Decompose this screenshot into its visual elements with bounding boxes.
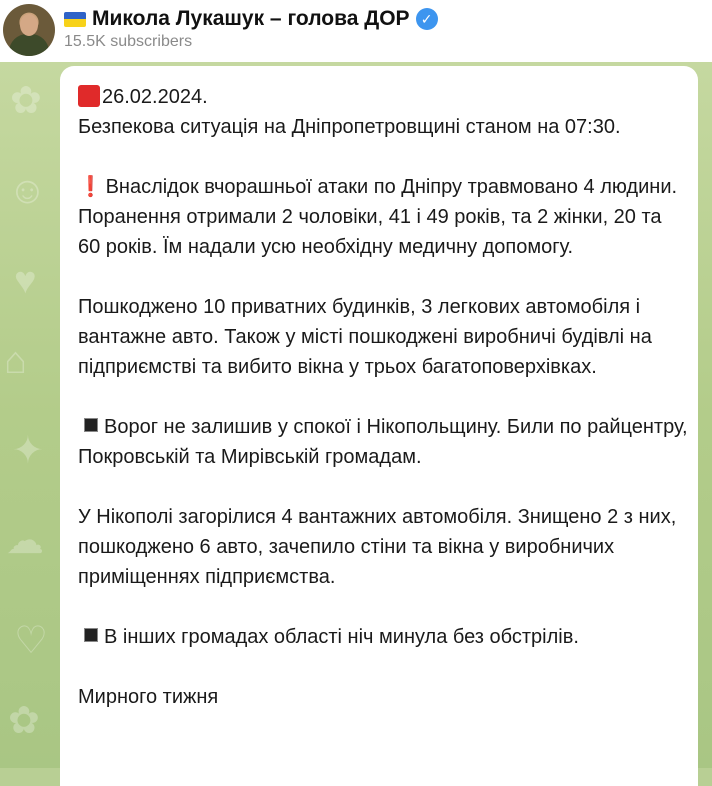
verified-badge-icon: ✓ — [416, 8, 438, 30]
ukraine-flag-icon — [64, 12, 86, 27]
message-paragraph-5 — [78, 622, 688, 652]
avatar-uniform — [9, 34, 49, 56]
black-square-icon — [84, 628, 98, 642]
message-paragraph-1 — [78, 172, 688, 262]
black-square-icon — [84, 418, 98, 432]
doodle-icon: ✦ — [12, 430, 44, 472]
avatar-head — [20, 14, 38, 36]
doodle-icon: ⌂ — [4, 340, 27, 382]
message-text — [78, 82, 688, 742]
message-date-line — [78, 82, 688, 112]
exclamation-icon: ❗ — [78, 176, 103, 198]
doodle-icon: ☁ — [6, 520, 44, 562]
channel-avatar[interactable] — [3, 4, 55, 56]
subscriber-count: 15.5K subscribers — [64, 33, 193, 50]
red-square-icon — [78, 85, 100, 107]
message-paragraph-3 — [78, 412, 688, 472]
paragraph-1-text: Внаслідок вчорашньої атаки по Дніпру травмовано 4 людини. Поранення отримали 2 чоловіки, 41 і 49 років, та 2 жінки, 20 та 60 років. Їм надали усю необхідну медичну допомогу. — [78, 176, 678, 258]
message-closing — [78, 682, 688, 712]
message-intro: Безпекова ситуація на Дніпропетровщині станом на 07:30. — [78, 116, 621, 138]
channel-title: Микола Лукашук – голова ДОР — [92, 7, 410, 30]
doodle-icon: ✿ — [10, 80, 42, 122]
channel-header — [0, 0, 712, 62]
message-bubble[interactable] — [60, 66, 698, 786]
ukraine-flag-icon — [218, 689, 240, 705]
message-date: 26.02.2024. — [102, 86, 208, 108]
doodle-icon: ♡ — [14, 620, 49, 662]
message-paragraph-4: У Нікополі загорілися 4 вантажних автомобіля. Знищено 2 з них, пошкоджено 6 авто, зачепило стіни та вікна у виробничих приміщеннях підприємства. — [78, 506, 677, 588]
channel-title-row[interactable] — [64, 6, 438, 32]
closing-text: Мирного тижня — [78, 686, 219, 708]
message-paragraph-2: Пошкоджено 10 приватних будинків, 3 легкових автомобіля і вантажне авто. Також у місті пошкоджені виробничі будівлі на підприємстві та вибито вікна у трьох багатоповерхівках. — [78, 296, 652, 378]
doodle-icon: ✿ — [8, 700, 40, 742]
doodle-icon: ☺ — [8, 170, 47, 212]
paragraph-5-text: В інших громадах області ніч минула без обстрілів. — [104, 626, 579, 648]
paragraph-3-text: Ворог не залишив у спокої і Нікопольщину. Били по райцентру, Покровській та Мирівській громадам. — [78, 416, 688, 468]
doodle-icon: ♥ — [14, 260, 37, 302]
